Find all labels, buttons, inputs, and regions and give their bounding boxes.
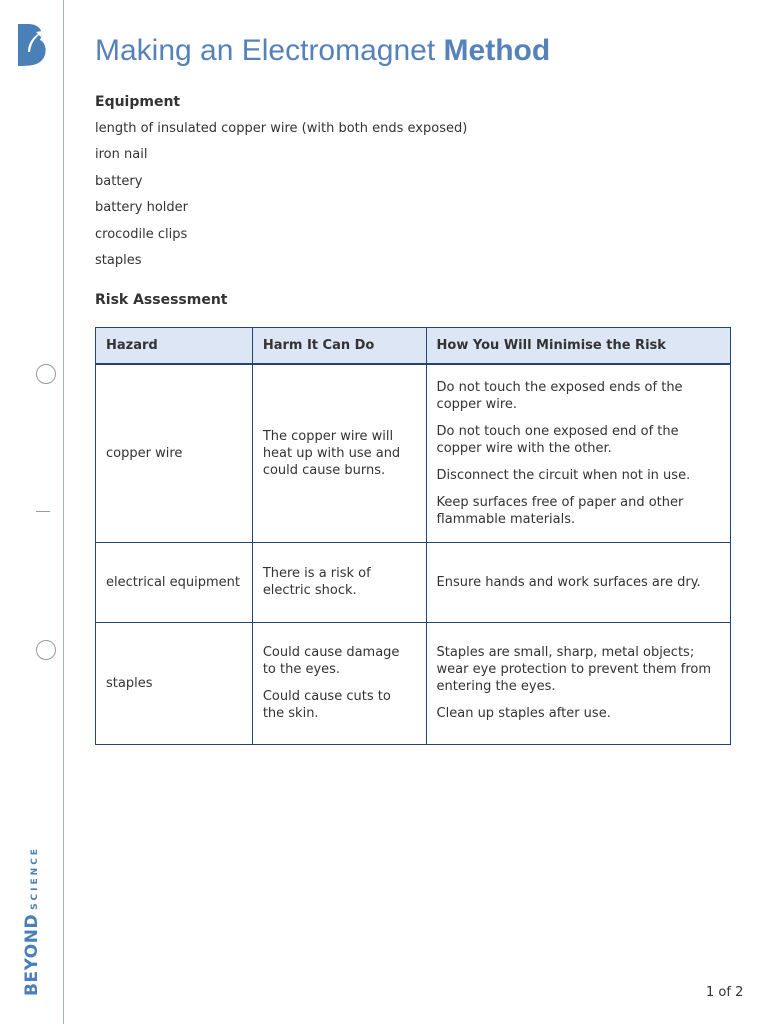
harm-text: The copper wire will heat up with use and could cause burns. (262, 428, 401, 478)
brand-name: BEYOND (22, 913, 42, 996)
equipment-list (95, 118, 467, 276)
page-title (95, 34, 550, 68)
page-number: 1 of 2 (706, 985, 744, 1000)
beyond-logo-icon (14, 22, 50, 66)
risk-assessment-table (95, 327, 731, 745)
table-row (96, 542, 731, 622)
punch-hole (36, 364, 56, 384)
brand-sub: SCIENCE (30, 846, 40, 910)
equipment-item: iron nail (95, 147, 148, 163)
minimise-text: Clean up staples after use. (436, 706, 611, 721)
equipment-item: crocodile clips (95, 226, 188, 242)
harm-cell (252, 622, 426, 744)
equipment-item: staples (95, 252, 142, 268)
title-bold: Method (443, 34, 551, 67)
minimise-text: Do not touch the exposed ends of the copper wire. (436, 379, 683, 412)
minimise-cell (426, 364, 730, 542)
equipment-item: battery (95, 173, 143, 189)
punch-hole (36, 640, 56, 660)
minimise-cell (426, 542, 730, 622)
fold-mark (36, 511, 50, 512)
equipment-item: length of insulated copper wire (with both ends exposed) (95, 121, 468, 136)
table-row (96, 622, 731, 744)
hazard-cell: copper wire (96, 364, 253, 542)
minimise-text: Ensure hands and work surfaces are dry. (436, 574, 701, 590)
minimise-cell (426, 622, 730, 744)
harm-cell (252, 364, 426, 542)
harm-text: Could cause damage to the eyes. (262, 645, 400, 677)
hazard-cell: electrical equipment (96, 542, 253, 622)
harm-cell (252, 542, 426, 622)
column-header-harm: Harm It Can Do (252, 328, 426, 365)
title-regular: Making an Electromagnet (95, 34, 436, 67)
minimise-text: Do not touch one exposed end of the copper wire with the other. (436, 423, 679, 456)
minimise-text: Disconnect the circuit when not in use. (436, 467, 691, 483)
minimise-text: Keep surfaces free of paper and other flammable materials. (436, 494, 684, 527)
column-header-minimise: How You Will Minimise the Risk (426, 328, 730, 365)
equipment-heading: Equipment (95, 94, 181, 110)
minimise-text: Staples are small, sharp, metal objects; wear eye protection to prevent them from entering the eyes. (436, 645, 712, 694)
harm-text: Could cause cuts to the skin. (262, 689, 391, 721)
table-header-row (96, 328, 731, 365)
equipment-item: battery holder (95, 200, 188, 216)
risk-assessment-heading: Risk Assessment (95, 292, 228, 308)
table-row (96, 364, 731, 542)
hazard-cell: staples (96, 622, 253, 744)
harm-text: There is a risk of electric shock. (262, 566, 371, 598)
margin-line (63, 0, 64, 1024)
brand-wordmark (22, 846, 42, 996)
column-header-hazard: Hazard (96, 328, 253, 365)
